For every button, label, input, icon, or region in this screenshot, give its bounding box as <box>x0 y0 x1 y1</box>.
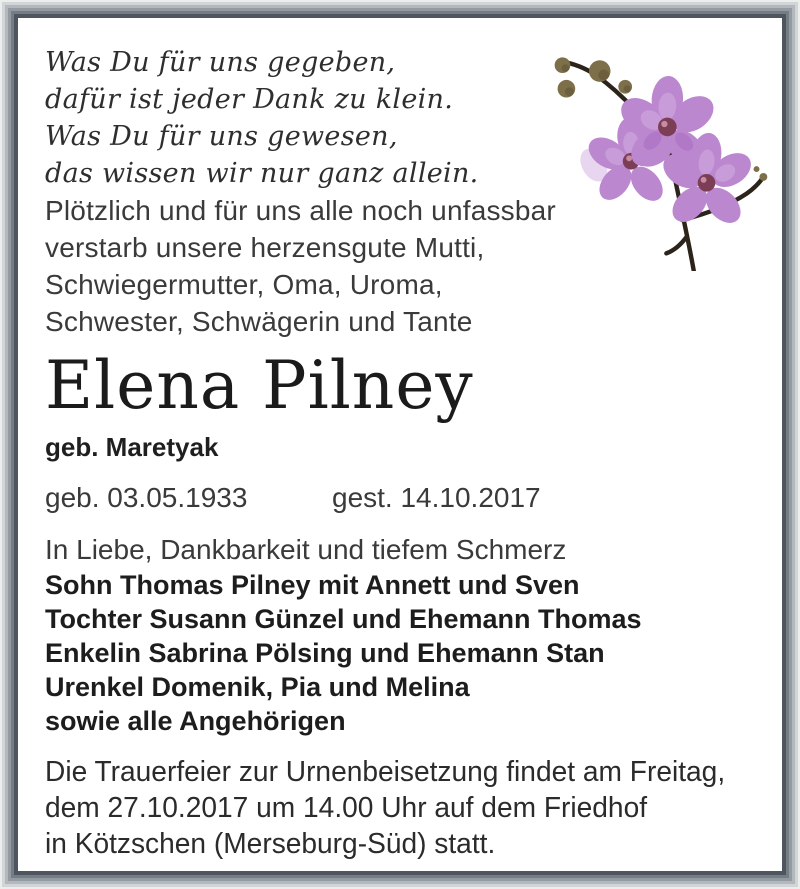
family-line: Urenkel Domenik, Pia und Melina <box>45 672 470 702</box>
family-line: sowie alle Angehörigen <box>45 706 346 736</box>
orchid-flower-center <box>658 118 677 137</box>
family-line: Sohn Thomas Pilney mit Annett und Sven <box>45 570 580 600</box>
deceased-name: Elena Pilney <box>45 347 474 424</box>
poem-line: Was Du für uns gewesen, <box>45 121 398 152</box>
announcement-line: Schwiegermutter, Oma, Uroma, <box>45 269 443 300</box>
birth-date: geb. 03.05.1933 <box>45 482 248 513</box>
funeral-line: Die Trauerfeier zur Urnenbeisetzung findet am Freitag, <box>45 756 726 788</box>
poem-line: das wissen wir nur ganz allein. <box>45 158 479 189</box>
orchid-flower-image <box>537 26 782 271</box>
funeral-line: dem 27.10.2017 um 14.00 Uhr auf dem Friedhof <box>45 792 648 824</box>
announcement-text <box>45 192 605 340</box>
family-line: Tochter Susann Günzel und Ehemann Thomas <box>45 604 642 634</box>
announcement-line: Schwester, Schwägerin und Tante <box>45 306 473 337</box>
announcement-line: Plötzlich und für uns alle noch unfassbar <box>45 195 556 226</box>
family-list <box>45 568 780 738</box>
funeral-line: in Kötzschen (Merseburg-Süd) statt. <box>45 828 496 860</box>
orchid-flower-center-dot <box>661 121 667 127</box>
family-line: Enkelin Sabrina Pölsing und Ehemann Stan <box>45 638 605 668</box>
orchid-flower-center-dot <box>701 177 707 183</box>
poem-line: dafür ist jeder Dank zu klein. <box>45 84 454 115</box>
funeral-details <box>45 754 758 862</box>
poem-line: Was Du für uns gegeben, <box>45 47 396 78</box>
death-date: gest. 14.10.2017 <box>332 482 541 513</box>
maiden-name: geb. Maretyak <box>45 432 219 462</box>
announcement-line: verstarb unsere herzensgute Mutti, <box>45 232 485 263</box>
life-dates <box>45 482 780 514</box>
grief-line: In Liebe, Dankbarkeit und tiefem Schmerz <box>45 534 567 565</box>
orchid-flower-center-dot <box>626 155 632 161</box>
orchid-flower-center <box>698 174 716 192</box>
